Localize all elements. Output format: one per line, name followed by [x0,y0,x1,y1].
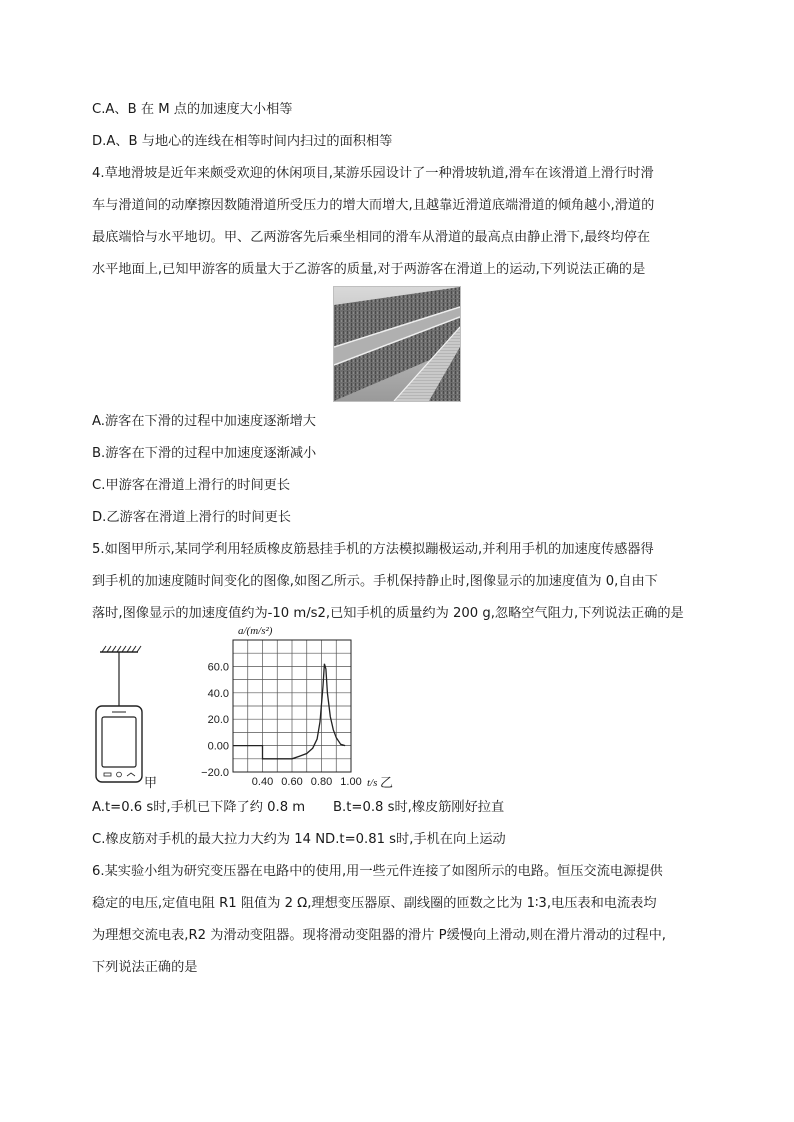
y-tick-label: 20.0 [207,714,229,727]
x-tick-label: 0.80 [310,776,333,788]
q5-option-a: A.t=0.6 s时,手机已下降了约 0.8 m [92,800,306,815]
grass-slide-photo [333,286,461,402]
figure-a-label: 甲 [144,776,158,791]
x-tick-label: 0.40 [251,776,274,788]
y-axis-label: a/(m/s²) [238,625,273,637]
hanging-phone-figure [92,640,162,790]
y-tick-label: 60.0 [207,661,229,674]
q3-option-c: C.A、B 在 M 点的加速度大小相等 [92,102,293,117]
q5-option-cd: C.橡皮筋对手机的最大拉力大约为 14 ND.t=0.81 s时,手机在向上运动 [92,832,506,847]
q4-stem-line-4: 水平地面上,已知甲游客的质量大于乙游客的质量,对于两游客在滑道上的运动,下列说法正确的是 [92,262,646,277]
x-axis-label: t/s [367,777,378,789]
y-tick-label: 0.00 [207,740,229,753]
figure-b-label: 乙 [380,776,394,791]
acceleration-curve [233,664,345,759]
q6-stem-line-3: 为理想交流电表,R2 为滑动变阻器。现将滑动变阻器的滑片 P缓慢向上滑动,则在滑片滑动的过程中, [92,928,666,943]
q4-stem-line-3: 最底端恰与水平地切。甲、乙两游客先后乘坐相同的滑车从滑道的最高点由静止滑下,最终均停在 [92,230,651,245]
q5-option-b: B.t=0.8 s时,橡皮筋刚好拉直 [333,800,505,815]
y-tick-label: −20.0 [201,767,229,779]
x-tick-label: 1.00 [340,776,362,788]
x-tick-label: 0.60 [281,776,303,788]
y-tick-label: 40.0 [207,687,229,700]
acceleration-time-chart [195,622,405,792]
q6-stem-line-2: 稳定的电压,定值电阻 R1 阻值为 2 Ω,理想变压器原、副线圈的匝数之比为 1∶3,电压表和电流表均 [92,896,657,911]
q4-option-a: A.游客在下滑的过程中加速度逐渐增大 [92,414,316,429]
chart-ticks [201,661,362,788]
q4-option-c: C.甲游客在滑道上滑行的时间更长 [92,478,291,493]
q5-stem-line-2: 到手机的加速度随时间变化的图像,如图乙所示。手机保持静止时,图像显示的加速度值为 0,自由下 [92,574,658,589]
q3-option-d: D.A、B 与地心的连线在相等时间内扫过的面积相等 [92,134,393,149]
q5-stem-line-1: 5.如图甲所示,某同学利用轻质橡皮筋悬挂手机的方法模拟蹦极运动,并利用手机的加速度传感器得 [92,542,654,557]
q6-stem-line-4: 下列说法正确的是 [92,960,198,975]
chart-grid [233,640,351,772]
q4-stem-line-1: 4.草地滑坡是近年来颇受欢迎的休闲项目,某游乐园设计了一种滑坡轨道,滑车在该滑道上滑行时滑 [92,166,654,181]
q4-option-d: D.乙游客在滑道上滑行的时间更长 [92,510,291,525]
q4-stem-line-2: 车与滑道间的动摩擦因数随滑道所受压力的增大而增大,且越靠近滑道底端滑道的倾角越小,滑道的 [92,198,655,213]
q6-stem-line-1: 6.某实验小组为研究变压器在电路中的使用,用一些元件连接了如图所示的电路。恒压交流电源提供 [92,864,663,879]
q4-option-b: B.游客在下滑的过程中加速度逐渐减小 [92,446,317,461]
q5-stem-line-3: 落时,图像显示的加速度值约为-10 m/s2,已知手机的质量约为 200 g,忽略空气阻力,下列说法正确的是 [92,606,684,621]
